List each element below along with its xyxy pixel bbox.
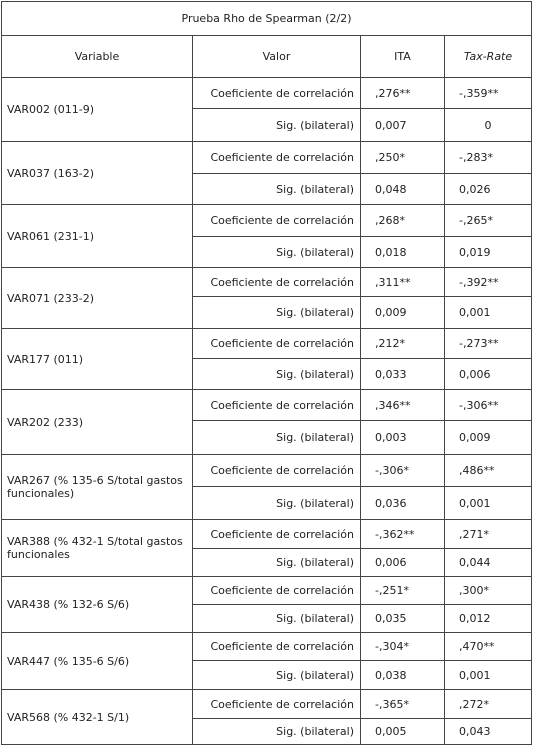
tax-sig: 0 [445, 109, 532, 142]
variable-cell: VAR388 (% 432-1 S/total gastos funcionales [2, 520, 193, 577]
table-title: Prueba Rho de Spearman (2/2) [2, 2, 532, 36]
ita-coef: ,311** [361, 268, 445, 297]
header-tax-rate: Tax-Rate [445, 36, 532, 78]
header-valor: Valor [193, 36, 361, 78]
tax-sig: 0,026 [445, 174, 532, 205]
sig-label: Sig. (bilateral) [193, 421, 361, 455]
coef-label: Coeficiente de correlación [193, 633, 361, 661]
coef-label: Coeficiente de correlación [193, 690, 361, 719]
variable-cell: VAR071 (233-2) [2, 268, 193, 329]
table-row [2, 329, 532, 359]
ita-coef: ,346** [361, 390, 445, 421]
header-variable: Variable [2, 36, 193, 78]
coef-label: Coeficiente de correlación [193, 577, 361, 605]
sig-label: Sig. (bilateral) [193, 549, 361, 577]
header-ita: ITA [361, 36, 445, 78]
table-row [2, 577, 532, 605]
ita-sig: 0,036 [361, 487, 445, 520]
ita-sig: 0,006 [361, 549, 445, 577]
sig-label: Sig. (bilateral) [193, 174, 361, 205]
tax-coef: ,300* [445, 577, 532, 605]
ita-sig: 0,018 [361, 237, 445, 268]
variable-cell: VAR438 (% 132-6 S/6) [2, 577, 193, 633]
table-row [2, 520, 532, 549]
variable-cell: VAR177 (011) [2, 329, 193, 390]
table-row [2, 390, 532, 421]
sig-label: Sig. (bilateral) [193, 237, 361, 268]
table-row [2, 205, 532, 237]
sig-label: Sig. (bilateral) [193, 661, 361, 690]
tax-coef: -,392** [445, 268, 532, 297]
variable-cell: VAR002 (011-9) [2, 78, 193, 142]
sig-label: Sig. (bilateral) [193, 359, 361, 390]
tax-sig: 0,001 [445, 661, 532, 690]
coef-label: Coeficiente de correlación [193, 205, 361, 237]
tax-coef: ,486** [445, 455, 532, 487]
variable-cell: VAR568 (% 432-1 S/1) [2, 690, 193, 745]
tax-sig: 0,001 [445, 297, 532, 329]
table-row [2, 142, 532, 174]
coef-label: Coeficiente de correlación [193, 390, 361, 421]
ita-coef: -,251* [361, 577, 445, 605]
sig-label: Sig. (bilateral) [193, 719, 361, 745]
ita-sig: 0,007 [361, 109, 445, 142]
sig-label: Sig. (bilateral) [193, 605, 361, 633]
tax-sig: 0,009 [445, 421, 532, 455]
tax-sig: 0,006 [445, 359, 532, 390]
ita-sig: 0,038 [361, 661, 445, 690]
ita-sig: 0,035 [361, 605, 445, 633]
tax-sig: 0,019 [445, 237, 532, 268]
tax-coef: ,470** [445, 633, 532, 661]
coef-label: Coeficiente de correlación [193, 455, 361, 487]
ita-coef: -,365* [361, 690, 445, 719]
ita-sig: 0,048 [361, 174, 445, 205]
tax-coef: -,273** [445, 329, 532, 359]
table-row [2, 455, 532, 487]
tax-coef: -,359** [445, 78, 532, 109]
tax-sig: 0,044 [445, 549, 532, 577]
ita-sig: 0,005 [361, 719, 445, 745]
tax-sig: 0,001 [445, 487, 532, 520]
ita-coef: -,306* [361, 455, 445, 487]
tax-coef: ,271* [445, 520, 532, 549]
sig-label: Sig. (bilateral) [193, 109, 361, 142]
table-row [2, 690, 532, 719]
variable-cell: VAR202 (233) [2, 390, 193, 455]
tax-coef: -,283* [445, 142, 532, 174]
tax-coef: ,272* [445, 690, 532, 719]
sig-label: Sig. (bilateral) [193, 297, 361, 329]
variable-cell: VAR061 (231-1) [2, 205, 193, 268]
variable-cell: VAR037 (163-2) [2, 142, 193, 205]
ita-sig: 0,003 [361, 421, 445, 455]
coef-label: Coeficiente de correlación [193, 520, 361, 549]
tax-coef: -,306** [445, 390, 532, 421]
tax-sig: 0,012 [445, 605, 532, 633]
coef-label: Coeficiente de correlación [193, 268, 361, 297]
ita-sig: 0,009 [361, 297, 445, 329]
coef-label: Coeficiente de correlación [193, 78, 361, 109]
table-row [2, 268, 532, 297]
sig-label: Sig. (bilateral) [193, 487, 361, 520]
variable-cell: VAR267 (% 135-6 S/total gastos funcionales) [2, 455, 193, 520]
tax-sig: 0,043 [445, 719, 532, 745]
ita-coef: ,268* [361, 205, 445, 237]
variable-cell: VAR447 (% 135-6 S/6) [2, 633, 193, 690]
coef-label: Coeficiente de correlación [193, 142, 361, 174]
ita-coef: -,362** [361, 520, 445, 549]
ita-sig: 0,033 [361, 359, 445, 390]
table-row [2, 78, 532, 109]
ita-coef: ,212* [361, 329, 445, 359]
tax-coef: -,265* [445, 205, 532, 237]
table-row [2, 633, 532, 661]
ita-coef: ,250* [361, 142, 445, 174]
coef-label: Coeficiente de correlación [193, 329, 361, 359]
spearman-table [1, 1, 532, 745]
ita-coef: ,276** [361, 78, 445, 109]
ita-coef: -,304* [361, 633, 445, 661]
